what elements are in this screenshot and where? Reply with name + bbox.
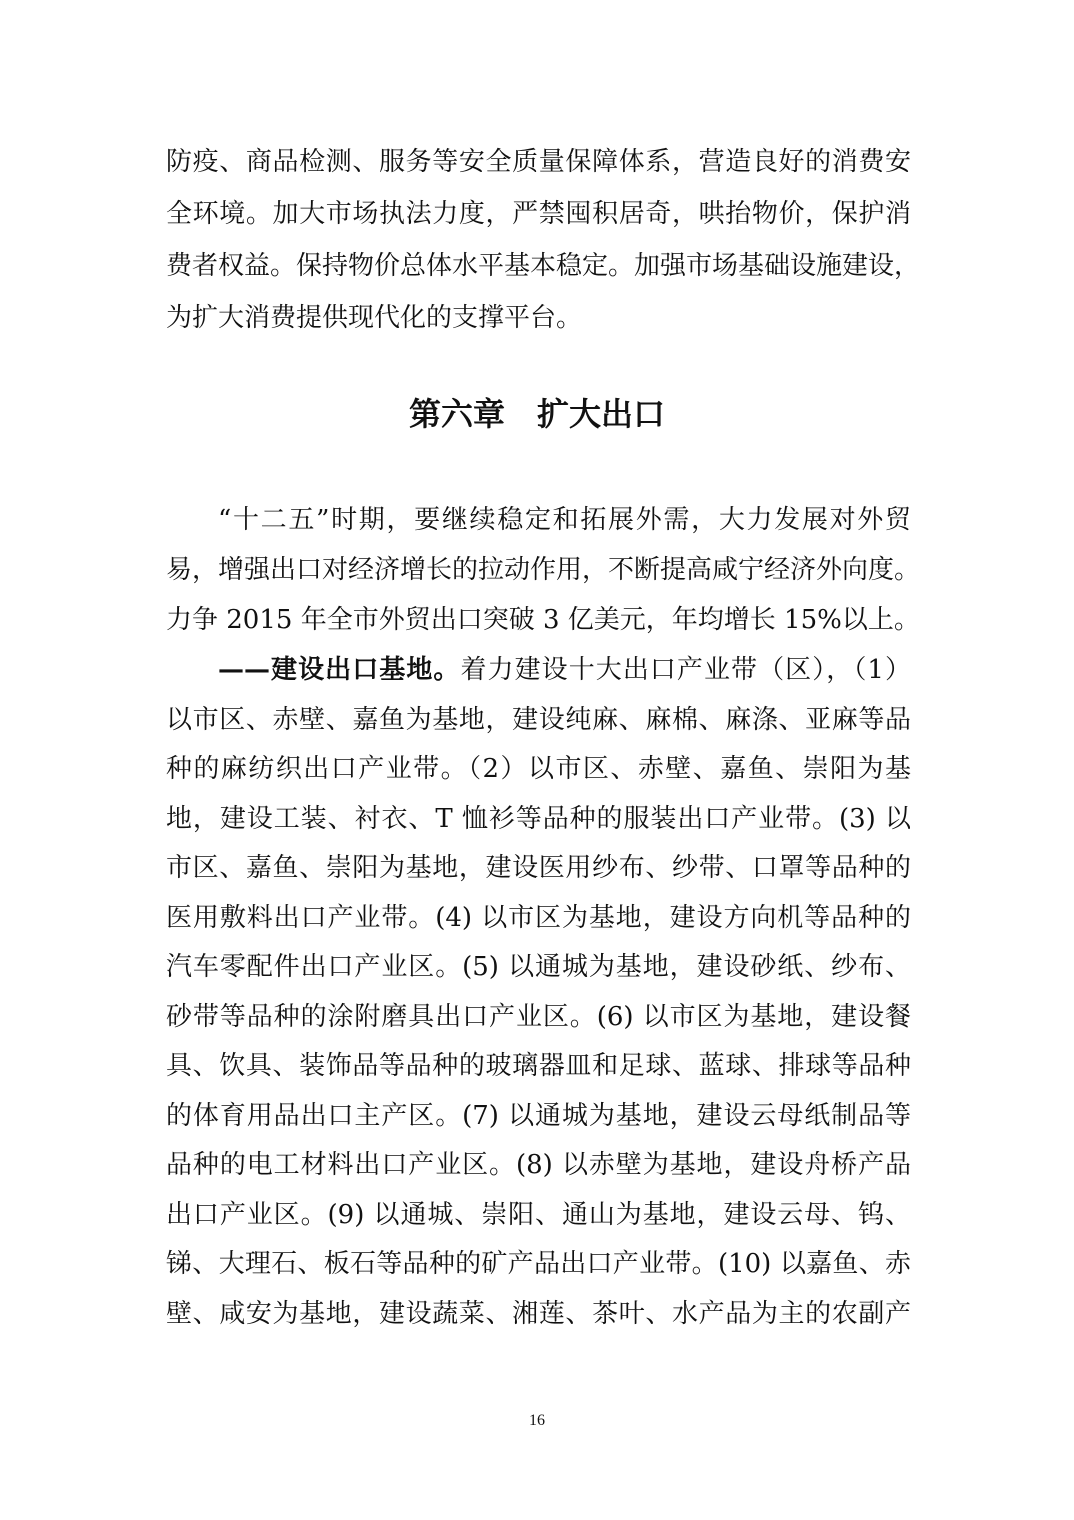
text-line: “十二五”时期，要继续稳定和拓展外需，大力发展对外贸 bbox=[218, 505, 911, 535]
text-line: 种的麻纺织出口产业带。（2）以市区、赤壁、嘉鱼、崇阳为基 bbox=[166, 754, 911, 784]
text-line: 汽车零配件出口产业区。(5) 以通城为基地，建设砂纸、纱布、 bbox=[166, 952, 911, 982]
text-line: 力争 2015 年全市外贸出口突破 3 亿美元，年均增长 15%以上。 bbox=[166, 605, 920, 635]
chapter-title: 第六章 扩大出口 bbox=[408, 395, 665, 433]
text-line: 全环境。加大市场执法力度，严禁囤积居奇，哄抬物价，保护消 bbox=[166, 199, 911, 229]
text-line: 砂带等品种的涂附磨具出口产业区。(6) 以市区为基地，建设餐 bbox=[166, 1001, 911, 1032]
text-line: 出口产业区。(9) 以通城、崇阳、通山为基地，建设云母、钨、 bbox=[166, 1199, 911, 1230]
text-line: 具、饮具、装饰品等品种的玻璃器皿和足球、蓝球、排球等品种 bbox=[166, 1051, 911, 1081]
text-line: 费者权益。保持物价总体水平基本稳定。加强市场基础设施建设， bbox=[166, 251, 921, 281]
text-line: 为扩大消费提供现代化的支撑平台。 bbox=[166, 303, 583, 333]
first-line bbox=[218, 650, 911, 690]
text-line: 壁、咸安为基地，建设蔬菜、湘莲、茶叶、水产品为主的农副产 bbox=[166, 1298, 911, 1329]
text-line: 易，增强出口对经济增长的拉动作用，不断提高咸宁经济外向度。 bbox=[166, 555, 921, 585]
page-number: 16 bbox=[529, 1412, 545, 1429]
text-line: 地，建设工装、衬衣、T 恤衫等品种的服装出口产业带。(3) 以 bbox=[166, 803, 911, 834]
bold-heading: ——建设出口基地。 bbox=[218, 655, 461, 685]
text-line: 品种的电工材料出口产业区。(8) 以赤壁为基地，建设舟桥产品 bbox=[166, 1150, 911, 1180]
text-line: 以市区、赤壁、嘉鱼为基地，建设纯麻、麻棉、麻涤、亚麻等品 bbox=[166, 704, 911, 735]
text-line: 的体育用品出口主产区。(7) 以通城为基地，建设云母纸制品等 bbox=[166, 1100, 911, 1131]
text-line: 防疫、商品检测、服务等安全质量保障体系，营造良好的消费安 bbox=[166, 147, 911, 177]
first-line-rest: 着力建设十大出口产业带（区），（1） bbox=[460, 655, 911, 685]
text-line: 市区、嘉鱼、崇阳为基地，建设医用纱布、纱带、口罩等品种的 bbox=[166, 853, 911, 883]
text-line: 锑、大理石、板石等品种的矿产品出口产业带。(10) 以嘉鱼、赤 bbox=[166, 1249, 911, 1279]
text-line: 医用敷料出口产业带。(4) 以市区为基地，建设方向机等品种的 bbox=[166, 902, 911, 933]
